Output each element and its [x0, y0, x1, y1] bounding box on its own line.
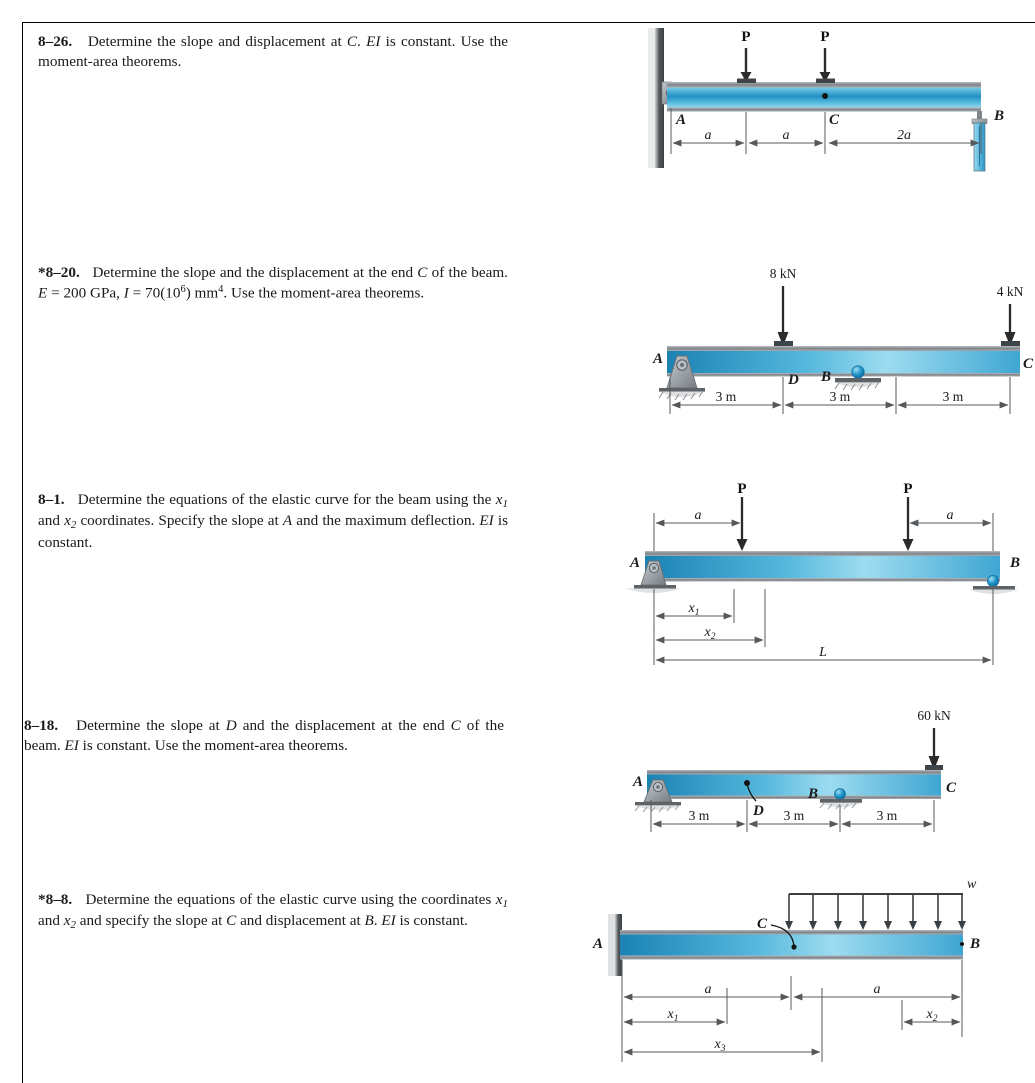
problem-8-8-text: *8–8. Determine the equations of the elastic curve using the coordinates $x_1$ and $x_2$ and specify the slope at C and displacement at B. EI is constant. — [38, 891, 508, 932]
dimension-row — [672, 389, 1008, 405]
beam-body — [620, 930, 963, 960]
problem-8-8 — [38, 890, 508, 933]
problem-8-1-number: 8–1. — [38, 491, 65, 508]
dimension-a-right — [910, 508, 991, 523]
label-A: A — [630, 555, 641, 571]
label-C: C — [946, 780, 957, 796]
dimension-L — [656, 645, 991, 660]
label-A: A — [593, 936, 604, 952]
label-B: B — [821, 369, 832, 385]
point-load-P-1 — [737, 481, 748, 551]
dimension-a-left — [656, 508, 740, 523]
problem-8-18-number: 8–18. — [24, 717, 59, 734]
problem-8-26 — [38, 32, 508, 72]
load-label-w: w — [967, 877, 977, 892]
load-label-8kN: 8 kN — [769, 266, 797, 281]
dim-3m-1: 3 m — [688, 808, 710, 823]
problem-8-20 — [38, 263, 508, 303]
load-label-P-2: P — [903, 481, 913, 497]
dim-a-2: a — [946, 508, 954, 523]
dim-x2: $x_2$ — [704, 625, 716, 642]
point-load-P-1 — [737, 29, 756, 83]
dimension-row — [673, 128, 979, 143]
support-fixed-wall-A — [608, 914, 622, 976]
label-B: B — [1010, 555, 1021, 571]
label-B: B — [994, 108, 1005, 124]
dim-3m-2: 3 m — [829, 389, 851, 404]
dim-x1: $x_1$ — [667, 1007, 679, 1024]
figure-8-1 — [625, 481, 1030, 680]
label-D: D — [753, 803, 764, 819]
point-load-P-2 — [903, 481, 914, 551]
dim-a-1: a — [704, 982, 712, 997]
dim-x3: $x_3$ — [714, 1037, 726, 1054]
dim-3m-1: 3 m — [715, 389, 737, 404]
dim-a-1: a — [704, 128, 712, 143]
label-D: D — [788, 372, 799, 388]
point-marker-C-dot — [822, 93, 828, 99]
beam-body — [645, 551, 1000, 582]
dimension-x2 — [904, 1007, 960, 1024]
beam-body — [647, 770, 941, 799]
problem-8-20-number: *8–20. — [38, 264, 80, 281]
label-C: C — [757, 916, 768, 932]
dimension-x1 — [656, 601, 732, 618]
dim-a-2: a — [782, 128, 790, 143]
dim-L: L — [819, 645, 827, 660]
point-load-4kN — [997, 284, 1024, 346]
problem-8-8-number: *8–8. — [38, 891, 73, 908]
problem-8-26-text: 8–26. Determine the slope and displacement at C. EI is constant. Use the moment-area theorems. — [38, 33, 509, 70]
load-label-60kN: 60 kN — [917, 708, 951, 723]
distributed-load-w — [785, 877, 977, 930]
free-end-dot-B — [960, 942, 964, 946]
dim-x1: $x_1$ — [688, 601, 700, 618]
load-label-P-1: P — [741, 29, 751, 45]
figure-8-26 — [645, 26, 1030, 186]
problem-8-18 — [24, 716, 504, 756]
problem-8-1 — [38, 490, 508, 553]
dimension-x3 — [624, 1037, 820, 1054]
page-border-top — [22, 22, 1035, 23]
page-border-left — [22, 22, 23, 1083]
dimension-a-right — [794, 982, 960, 997]
label-A: A — [676, 112, 687, 128]
dimension-row — [653, 808, 932, 824]
problem-8-1-text: 8–1. Determine the equations of the elastic curve for the beam using the $x_1$ and $x_2$ coordinates. Specify the slope at A and the maximum deflection. EI is constant. — [38, 491, 508, 551]
dim-a-1: a — [694, 508, 702, 523]
problem-8-20-text: *8–20. Determine the slope and the displacement at the end C of the beam. E = 200 GPa, $I = 70(10^6)$ $mm^4$. Use the moment-area theorems. — [38, 264, 508, 302]
point-load-8kN — [770, 266, 797, 346]
dimension-x2 — [656, 625, 763, 642]
label-B: B — [970, 936, 981, 952]
dim-3m-3: 3 m — [942, 389, 964, 404]
dimension-a-left — [624, 982, 789, 997]
figure-8-20 — [525, 262, 1034, 427]
dim-2a: 2a — [897, 128, 911, 143]
dim-3m-2: 3 m — [783, 808, 805, 823]
load-label-4kN: 4 kN — [996, 284, 1024, 299]
label-B: B — [808, 786, 819, 802]
label-C: C — [1023, 356, 1034, 372]
problem-8-18-text: 8–18. Determine the slope at D and the displacement at the end C of the beam. EI is constant. Use the moment-area theorems. — [24, 717, 504, 754]
dim-3m-3: 3 m — [876, 808, 898, 823]
label-C: C — [829, 112, 840, 128]
label-A: A — [653, 351, 664, 367]
load-label-P-1: P — [737, 481, 747, 497]
dim-x2: $x_2$ — [926, 1007, 938, 1024]
label-A: A — [633, 774, 644, 790]
load-label-P-2: P — [820, 29, 830, 45]
problem-8-26-number: 8–26. — [38, 33, 73, 50]
figure-8-18 — [525, 702, 1030, 847]
point-load-P-2 — [816, 29, 835, 83]
support-hanging-link-B — [972, 111, 987, 171]
beam-body — [667, 346, 1020, 377]
dimension-x1 — [624, 1007, 725, 1024]
dim-a-2: a — [873, 982, 881, 997]
point-load-60kN — [917, 708, 951, 770]
figure-8-8 — [575, 862, 1030, 1077]
